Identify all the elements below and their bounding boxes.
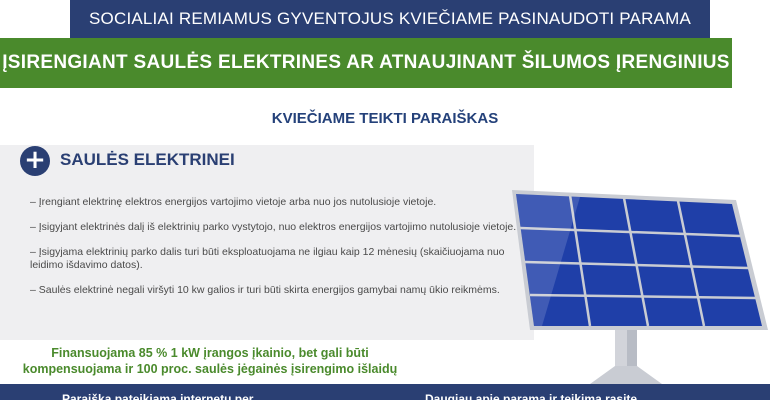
bullet-item: – Įsigyjant elektrinės dalį iš elektrinių parko vystytojo, nuo elektros energijos vartojimo nutolusioje vietoje. — [30, 221, 517, 233]
header-subtitle: SOCIALIAI REMIAMUS GYVENTOJUS KVIEČIAME PASINAUDOTI PARAMA — [70, 0, 710, 38]
bullet-item: – Saulės elektrinė negali viršyti 10 kw galios ir turi būti skirta energijos gamybai namų ūkio reikmėms. — [30, 284, 500, 296]
funding-line-1: Finansuojama 85 % 1 kW įrangos įkainio, bet gali būti — [51, 346, 369, 360]
funding-line-2: kompensuojama ir 100 proc. saulės jėgainės įsirengimo išlaidų — [22, 362, 398, 376]
bullet-list — [30, 196, 520, 309]
bullet-item: – Įrengiant elektrinę elektros energijos vartojimo vietoje arba nuo jos nutolusioje vietoje. — [30, 196, 437, 208]
footer-right-text: Daugiau apie paramą ir teikimą rasite — [425, 392, 638, 406]
invite-heading: KVIEČIAME TEIKTI PARAIŠKAS — [271, 110, 499, 127]
solar-panel-icon — [490, 180, 770, 384]
bullet-item: – Įsigyjama elektrinių parko dalis turi būti eksploatuojama ne ilgiau kaip 12 mėnesių (skaičiuojama nuo leidimo išdavimo datos). — [30, 246, 505, 271]
footer-left-text: Paraiška pateikiama internetu per — [62, 392, 254, 406]
funding-note — [0, 345, 420, 377]
plus-icon: + — [20, 146, 50, 176]
header-title: ĮSIRENGIANT SAULĖS ELEKTRINES AR ATNAUJINANT ŠILUMOS ĮRENGINIUS — [0, 38, 732, 88]
section-title: SAULĖS ELEKTRINEI — [60, 150, 235, 169]
